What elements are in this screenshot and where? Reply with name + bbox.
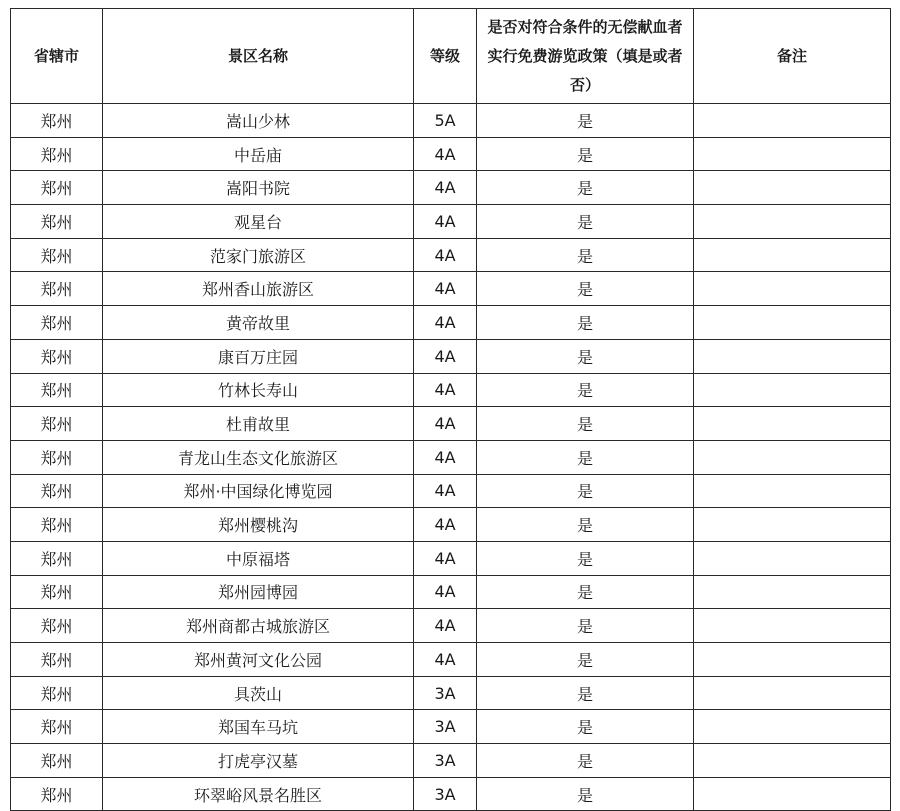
cell-spot-name: 郑国车马坑 [103,710,414,744]
cell-city: 郑州 [11,440,103,474]
cell-spot-name: 嵩阳书院 [103,171,414,205]
table-wrapper [10,8,891,811]
cell-city: 郑州 [11,541,103,575]
cell-free-policy: 是 [477,474,694,508]
cell-spot-name: 环翠峪风景名胜区 [103,777,414,811]
table-row [11,777,891,811]
cell-free-policy: 是 [477,508,694,542]
cell-spot-name: 郑州黄河文化公园 [103,643,414,677]
cell-remarks [694,373,891,407]
cell-spot-name: 打虎亭汉墓 [103,744,414,778]
cell-remarks [694,777,891,811]
cell-city: 郑州 [11,676,103,710]
cell-free-policy: 是 [477,407,694,441]
cell-free-policy: 是 [477,171,694,205]
cell-free-policy: 是 [477,339,694,373]
cell-remarks [694,643,891,677]
table-row [11,339,891,373]
cell-free-policy: 是 [477,306,694,340]
cell-remarks [694,238,891,272]
cell-remarks [694,575,891,609]
cell-free-policy: 是 [477,777,694,811]
cell-spot-name: 中原福塔 [103,541,414,575]
cell-remarks [694,474,891,508]
cell-level: 4A [414,272,477,306]
cell-city: 郑州 [11,609,103,643]
cell-level: 4A [414,373,477,407]
cell-city: 郑州 [11,171,103,205]
table-row [11,609,891,643]
cell-level: 4A [414,508,477,542]
cell-spot-name: 郑州香山旅游区 [103,272,414,306]
cell-city: 郑州 [11,575,103,609]
cell-level: 4A [414,474,477,508]
cell-spot-name: 郑州园博园 [103,575,414,609]
table-body [11,104,891,811]
cell-remarks [694,272,891,306]
scenic-spots-table [10,8,891,811]
cell-remarks [694,710,891,744]
cell-free-policy: 是 [477,609,694,643]
header-spot-name: 景区名称 [103,9,414,104]
cell-level: 4A [414,407,477,441]
cell-city: 郑州 [11,104,103,138]
cell-level: 4A [414,306,477,340]
table-row [11,373,891,407]
cell-level: 4A [414,643,477,677]
cell-remarks [694,541,891,575]
cell-level: 4A [414,575,477,609]
cell-spot-name: 竹林长寿山 [103,373,414,407]
cell-city: 郑州 [11,744,103,778]
cell-city: 郑州 [11,205,103,239]
cell-spot-name: 中岳庙 [103,137,414,171]
cell-remarks [694,205,891,239]
cell-remarks [694,407,891,441]
table-row [11,238,891,272]
table-row [11,508,891,542]
cell-level: 5A [414,104,477,138]
cell-spot-name: 范家门旅游区 [103,238,414,272]
cell-spot-name: 郑州·中国绿化博览园 [103,474,414,508]
table-row [11,205,891,239]
cell-city: 郑州 [11,710,103,744]
cell-level: 4A [414,137,477,171]
cell-spot-name: 康百万庄园 [103,339,414,373]
cell-remarks [694,508,891,542]
cell-spot-name: 郑州商都古城旅游区 [103,609,414,643]
cell-free-policy: 是 [477,272,694,306]
cell-free-policy: 是 [477,575,694,609]
cell-city: 郑州 [11,474,103,508]
cell-city: 郑州 [11,643,103,677]
cell-city: 郑州 [11,373,103,407]
cell-free-policy: 是 [477,205,694,239]
cell-spot-name: 观星台 [103,205,414,239]
cell-level: 3A [414,744,477,778]
table-row [11,710,891,744]
header-row [11,9,891,104]
cell-remarks [694,104,891,138]
header-remarks: 备注 [694,9,891,104]
cell-city: 郑州 [11,339,103,373]
cell-remarks [694,440,891,474]
table-row [11,171,891,205]
cell-remarks [694,306,891,340]
table-row [11,474,891,508]
cell-free-policy: 是 [477,541,694,575]
cell-remarks [694,609,891,643]
table-row [11,104,891,138]
header-level: 等级 [414,9,477,104]
cell-city: 郑州 [11,508,103,542]
table-row [11,541,891,575]
cell-spot-name: 青龙山生态文化旅游区 [103,440,414,474]
cell-city: 郑州 [11,238,103,272]
cell-city: 郑州 [11,306,103,340]
cell-level: 4A [414,541,477,575]
cell-free-policy: 是 [477,440,694,474]
cell-spot-name: 杜甫故里 [103,407,414,441]
cell-spot-name: 嵩山少林 [103,104,414,138]
cell-level: 4A [414,238,477,272]
cell-free-policy: 是 [477,373,694,407]
cell-level: 4A [414,171,477,205]
cell-level: 3A [414,676,477,710]
cell-free-policy: 是 [477,137,694,171]
table-row [11,306,891,340]
cell-remarks [694,339,891,373]
cell-free-policy: 是 [477,643,694,677]
cell-spot-name: 郑州樱桃沟 [103,508,414,542]
table-row [11,440,891,474]
cell-level: 3A [414,710,477,744]
table-row [11,676,891,710]
table-row [11,575,891,609]
cell-city: 郑州 [11,137,103,171]
cell-remarks [694,676,891,710]
cell-free-policy: 是 [477,744,694,778]
cell-free-policy: 是 [477,676,694,710]
cell-free-policy: 是 [477,104,694,138]
cell-city: 郑州 [11,407,103,441]
cell-free-policy: 是 [477,238,694,272]
cell-level: 4A [414,609,477,643]
cell-level: 4A [414,339,477,373]
table-row [11,407,891,441]
header-free-policy: 是否对符合条件的无偿献血者实行免费游览政策（填是或者否） [477,9,694,104]
cell-remarks [694,171,891,205]
cell-city: 郑州 [11,777,103,811]
header-city: 省辖市 [11,9,103,104]
cell-free-policy: 是 [477,710,694,744]
cell-remarks [694,137,891,171]
table-row [11,744,891,778]
table-row [11,137,891,171]
cell-level: 4A [414,440,477,474]
cell-city: 郑州 [11,272,103,306]
cell-level: 4A [414,205,477,239]
table-row [11,643,891,677]
cell-spot-name: 具茨山 [103,676,414,710]
cell-remarks [694,744,891,778]
table-row [11,272,891,306]
cell-spot-name: 黄帝故里 [103,306,414,340]
cell-level: 3A [414,777,477,811]
